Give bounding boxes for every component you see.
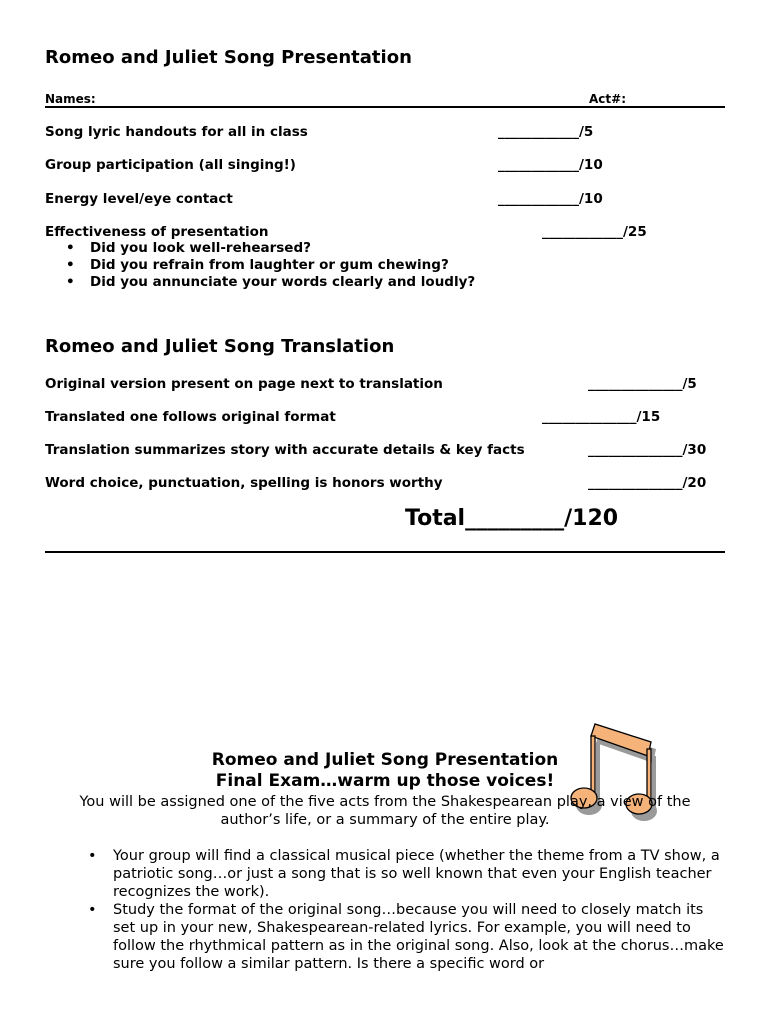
list-item: • Did you annunciate your words clearly and loudly?	[62, 274, 475, 291]
rubric-row-score: ______________/15	[542, 409, 661, 425]
list-item: • Study the format of the original song…because you will need to closely match its set up in your new, Shakespearean-related lyrics. For example, you will need to follow the rhythmical pattern as in the original song. Also, look at the chorus…make sure you follow a similar pattern. Is there a specific word or	[88, 901, 728, 973]
rubric-row-label: Song lyric handouts for all in class	[45, 124, 308, 140]
intro-line: You will be assigned one of the five acts from the Shakespearean play, a view of the	[79, 794, 691, 810]
presentation-criteria-list	[62, 240, 475, 291]
rubric-row-score: ____________/25	[542, 224, 647, 240]
rubric-row-score: ____________/10	[498, 191, 603, 207]
names-label: Names:	[45, 92, 96, 106]
rubric-row-label: Group participation (all singing!)	[45, 157, 296, 173]
presentation-title: Romeo and Juliet Song Presentation	[45, 47, 412, 68]
rubric-row-label: Energy level/eye contact	[45, 191, 233, 207]
total-score: Total_________/120	[405, 506, 619, 531]
rubric-row-score: ______________/30	[588, 442, 707, 458]
rubric-row-score: ____________/10	[498, 157, 603, 173]
list-item: • Your group will find a classical musical piece (whether the theme from a TV show, a patriotic song…or just a song that is so well known that even your English teacher recognizes the work).	[88, 847, 728, 901]
handout-title-line: Romeo and Juliet Song Presentation	[211, 750, 559, 770]
handout-subtitle: Final Exam…warm up those voices!	[215, 771, 555, 791]
list-item: • Did you look well-rehearsed?	[62, 240, 475, 257]
rubric-row-label: Word choice, punctuation, spelling is honors worthy	[45, 475, 443, 491]
rubric-row-score: ______________/20	[588, 475, 707, 491]
rubric-row-score: ______________/5	[588, 376, 697, 392]
handout-instructions-list	[88, 847, 728, 973]
rubric-row-label: Translated one follows original format	[45, 409, 336, 425]
rubric-row-label: Original version present on page next to translation	[45, 376, 443, 392]
handout-intro	[0, 793, 770, 829]
handout-title	[0, 750, 770, 792]
translation-title: Romeo and Juliet Song Translation	[45, 336, 395, 357]
rubric-row-score: ____________/5	[498, 124, 594, 140]
rubric-row-label: Translation summarizes story with accurate details & key facts	[45, 442, 525, 458]
section-divider	[45, 551, 725, 553]
list-item: • Did you refrain from laughter or gum chewing?	[62, 257, 475, 274]
act-label: Act#:	[589, 92, 626, 106]
names-underline	[45, 106, 725, 108]
rubric-row-label: Effectiveness of presentation	[45, 224, 269, 240]
intro-line: author’s life, or a summary of the entire play.	[220, 812, 550, 828]
